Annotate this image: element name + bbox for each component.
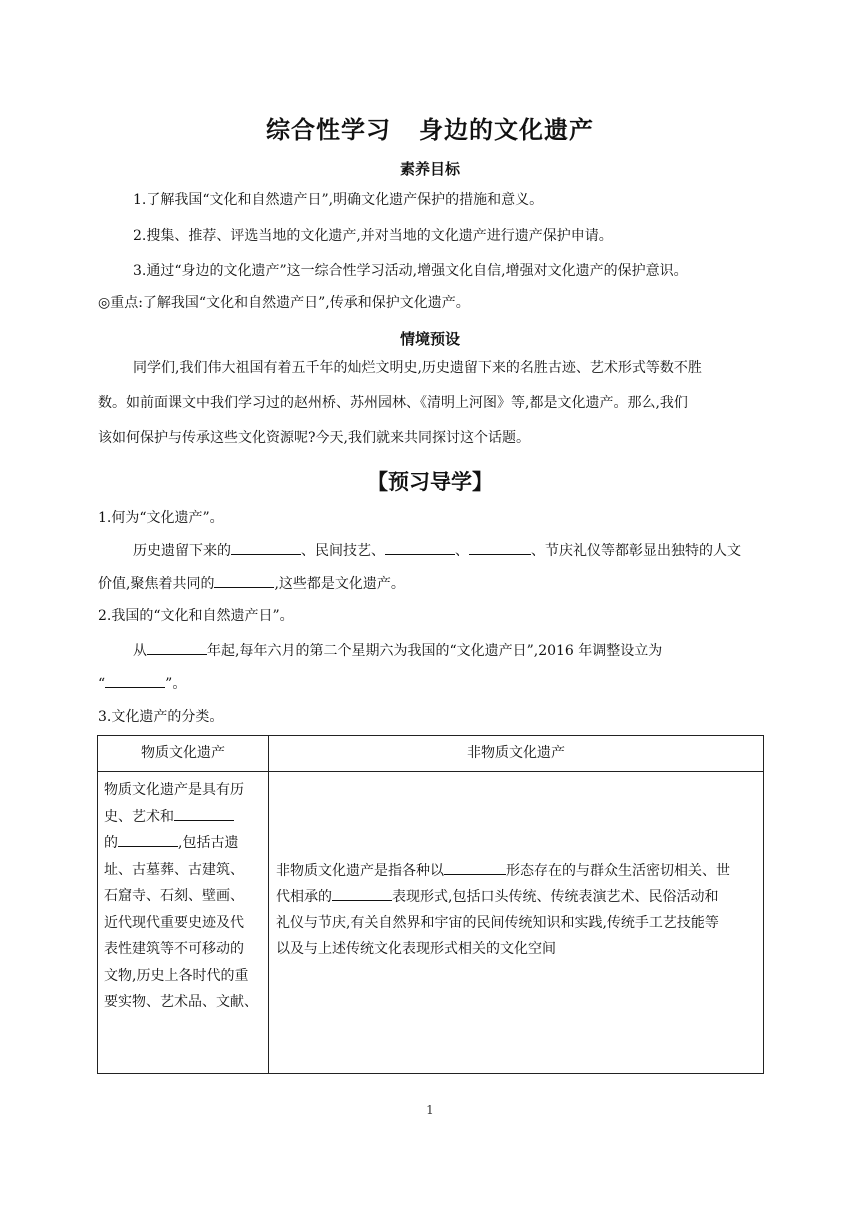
cell-text: 非物质文化遗产是指各种以 [276,863,444,879]
question-1-line-1 [133,540,773,561]
question-2-line-2 [98,673,768,694]
cell-line: 址、古墓葬、古建筑、 [104,861,244,878]
table-row-divider [98,771,763,772]
tangible-heritage-cell [104,777,264,1016]
question-2-title: 2.我国的“文化和自然遗产日”。 [98,608,294,624]
q1-text-c: 、 [455,543,469,559]
scenario-line-3: 该如何保护与传承这些文化资源呢?今天,我们就来共同探讨这个话题。 [98,430,530,446]
fill-blank[interactable] [385,540,455,555]
cell-line: 以及与上述传统文化表现形式相关的文化空间 [276,941,556,957]
table-header-intangible: 非物质文化遗产 [467,745,565,761]
question-2-line-1 [133,640,773,661]
goal-item-1: 1.了解我国“文化和自然遗产日”,明确文化遗产保护的措施和意义。 [133,192,544,208]
cell-line: 要实物、艺术品、文献、 [104,994,258,1010]
q1-text-d: 、节庆礼仪等都彰显出独特的人文 [531,543,741,559]
question-1-title: 1.何为“文化遗产”。 [98,510,224,526]
scenario-line-1: 同学们,我们伟大祖国有着五千年的灿烂文明史,历史遗留下来的名胜古迹、艺术形式等数不胜 [133,360,702,376]
cell-text: 史、艺术和 [104,808,174,825]
q2-text-c: “ [98,676,106,692]
table-header-tangible: 物质文化遗产 [141,745,225,761]
cell-text: 代相承的 [276,889,332,905]
table-column-divider [268,736,269,1073]
question-1-line-2 [98,573,768,594]
fill-blank[interactable] [444,860,506,875]
cell-text: 的 [104,835,118,851]
page-number: 1 [426,1103,434,1117]
preview-heading: 【预习导学】 [367,470,493,494]
title-part-1: 综合性学习 [266,116,391,144]
scenario-heading: 情境预设 [399,330,460,348]
q2-text-b: 年起,每年六月的第二个星期六为我国的“文化遗产日”,2016 年调整设立为 [207,643,663,659]
cell-line [276,884,758,910]
goals-heading: 素养目标 [399,160,460,178]
cell-line: 文物,历史上各时代的重 [104,967,249,984]
scenario-line-2: 数。如前面课文中我们学习过的赵州桥、苏州园林、《清明上河图》等,都是文化遗产。那么,我们 [98,395,688,411]
fill-blank[interactable] [214,573,274,588]
cell-line [104,830,264,857]
q1-text-b: 、民间技艺、 [301,543,385,559]
cell-line: 礼仪与节庆,有关自然界和宇宙的民间传统知识和实践,传统手工艺技能等 [276,915,719,931]
cell-line: 物质文化遗产是具有历 [104,782,244,798]
fill-blank[interactable] [105,673,165,688]
q1-text-f: ,这些都是文化遗产。 [274,576,405,592]
fill-blank[interactable] [174,806,234,821]
fill-blank[interactable] [332,886,392,901]
intangible-heritage-cell [276,858,758,962]
cell-text: 形态存在的与群众生活密切相关、世 [506,863,730,879]
cell-line [276,858,758,884]
cell-text: 表现形式,包括口头传统、传统表演艺术、民俗活动和 [392,889,719,905]
q2-text-d: ”。 [165,676,187,692]
q2-text-a: 从 [133,643,147,659]
page-title [0,110,860,145]
goal-item-2: 2.搜集、推荐、评选当地的文化遗产,并对当地的文化遗产进行遗产保护申请。 [133,228,613,244]
fill-blank[interactable] [469,540,531,555]
cell-line: 石窟寺、石刻、壁画、 [104,888,244,904]
cell-line [104,804,264,831]
heritage-classification-table [97,735,764,1074]
cell-text: ,包括古遗 [178,835,239,851]
fill-blank[interactable] [118,832,178,847]
fill-blank[interactable] [231,540,301,555]
title-part-2: 身边的文化遗产 [419,116,594,144]
fill-blank[interactable] [147,640,207,655]
q1-text-e: 价值,聚焦着共同的 [98,576,215,592]
key-point: ◎重点:了解我国“文化和自然遗产日”,传承和保护文化遗产。 [98,295,470,311]
cell-line: 近代现代重要史迹及代 [104,914,244,931]
q1-text-a: 历史遗留下来的 [133,543,231,559]
goal-item-3: 3.通过“身边的文化遗产”这一综合性学习活动,增强文化自信,增强对文化遗产的保护意识。 [133,263,688,279]
question-3-title: 3.文化遗产的分类。 [98,709,224,725]
cell-line: 表性建筑等不可移动的 [104,941,244,957]
